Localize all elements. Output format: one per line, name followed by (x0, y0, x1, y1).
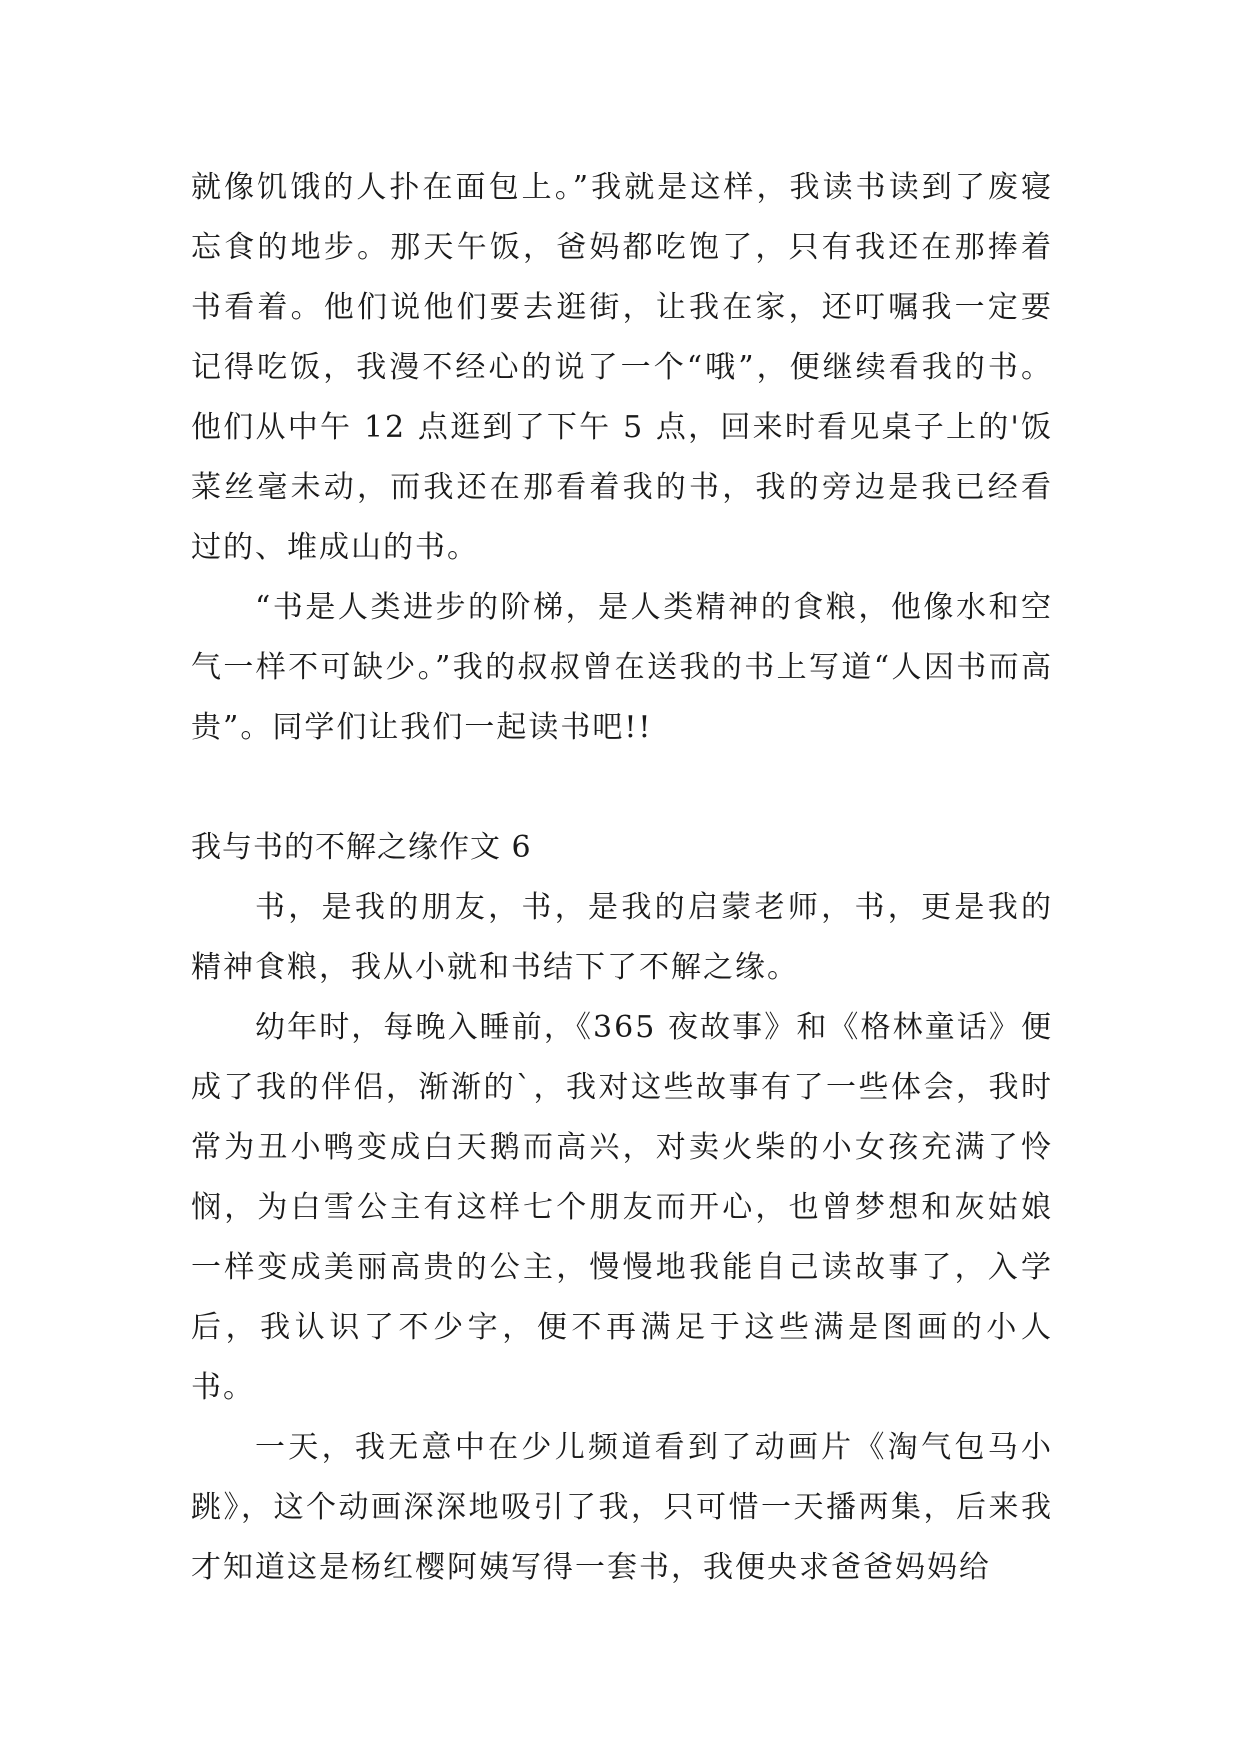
essay-title: 我与书的不解之缘作文 6 (191, 830, 532, 865)
document-body (191, 158, 1053, 1598)
section-spacer (191, 758, 1053, 818)
essay-paragraph-1: 书，是我的朋友，书，是我的启蒙老师，书，更是我的精神食粮，我从小就和书结下了不解之缘。 (191, 890, 1053, 985)
essay-paragraph-2: 幼年时，每晚入睡前，《365 夜故事》和《格林童话》便成了我的伴侣，渐渐的`，我对这些故事有了一些体会，我时常为丑小鸭变成白天鹅而高兴，对卖火柴的小女孩充满了怜悯，为白雪公主有这样七个朋友而开心，也曾梦想和灰姑娘一样变成美丽高贵的公主，慢慢地我能自己读故事了，入学后，我认识了不少字，便不再满足于这些满是图画的小人书。 (191, 1010, 1053, 1405)
closing-paragraph: “书是人类进步的阶梯，是人类精神的食粮，他像水和空气一样不可缺少。”我的叔叔曾在送我的书上写道“人因书而高贵”。同学们让我们一起读书吧!! (191, 590, 1053, 745)
continued-paragraph: 就像饥饿的人扑在面包上。”我就是这样，我读书读到了废寝忘食的地步。那天午饭，爸妈都吃饱了，只有我还在那捧着书看着。他们说他们要去逛街，让我在家，还叮嘱我一定要记得吃饭，我漫不经心的说了一个“哦”，便继续看我的书。他们从中午 12 点逛到了下午 5 点，回来时看见桌子上的'饭菜丝毫未动，而我还在那看着我的书，我的旁边是我已经看过的、堆成山的书。 (191, 170, 1053, 565)
essay-paragraph-3: 一天，我无意中在少儿频道看到了动画片《淘气包马小跳》，这个动画深深地吸引了我，只可惜一天播两集，后来我才知道这是杨红樱阿姨写得一套书，我便央求爸爸妈妈给 (191, 1430, 1053, 1585)
